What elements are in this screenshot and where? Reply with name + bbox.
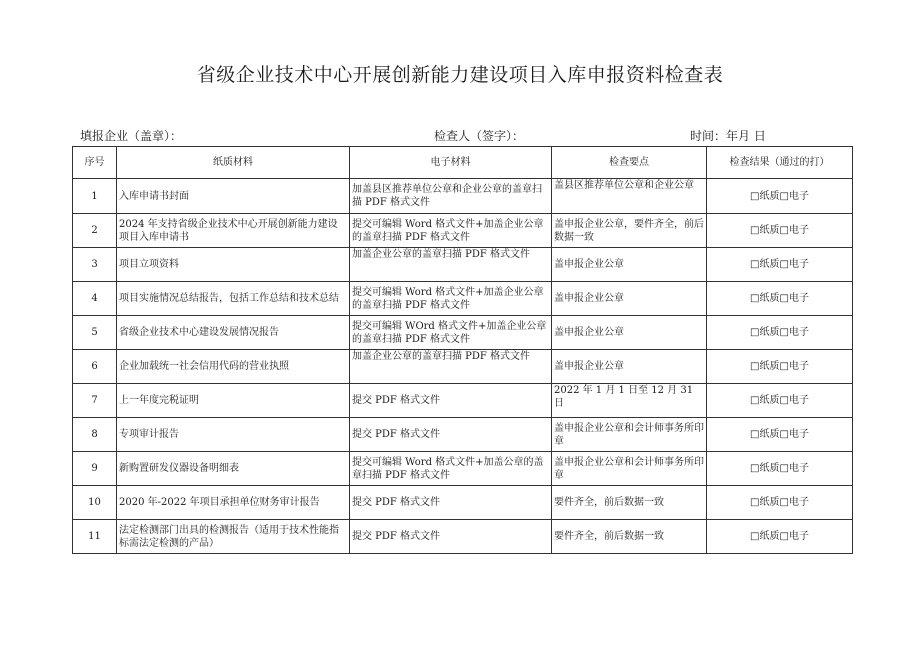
row-paper: 项目立项资料 (117, 248, 350, 282)
row-paper: 入库申请书封面 (117, 179, 350, 214)
row-result: □纸质□电子 (707, 248, 853, 282)
document-title: 省级企业技术中心开展创新能力建设项目入库申报资料检查表 (196, 64, 724, 86)
row-paper: 省级企业技术中心建设发展情况报告 (117, 316, 350, 350)
row-paper: 企业加载统一社会信用代码的营业执照 (117, 350, 350, 384)
row-electronic: 提交 PDF 格式文件 (350, 384, 552, 418)
row-result: □纸质□电子 (707, 179, 853, 214)
row-no: 1 (73, 179, 117, 214)
header-check: 检查要点 (552, 147, 707, 179)
row-result: □纸质□电子 (707, 214, 853, 248)
row-electronic: 提交可编辑 Word 格式文件+加盖企业公章的盖章扫描 PDF 格式文件 (350, 214, 552, 248)
table-row (73, 316, 853, 350)
row-check: 盖申报企业公章 (552, 248, 707, 282)
table-row (73, 350, 853, 384)
row-electronic: 加盖县区推荐单位公章和企业公章的盖章扫描 PDF 格式文件 (350, 179, 552, 214)
row-check: 盖申报企业公章，要件齐全，前后数据一致 (552, 214, 707, 248)
table-row (73, 452, 853, 486)
row-paper: 专项审计报告 (117, 418, 350, 452)
row-result: □纸质□电子 (707, 316, 853, 350)
row-check: 盖县区推荐单位公章和企业公章 (552, 179, 707, 214)
enterprise-label: 填报企业（盖章）： (80, 129, 183, 143)
table-row (73, 214, 853, 248)
row-electronic: 提交可编辑 WOrd 格式文件+加盖企业公章的盖章扫描 PDF 格式文件 (350, 316, 552, 350)
row-check: 盖申报企业公章 (552, 350, 707, 384)
row-no: 9 (73, 452, 117, 486)
row-check: 盖申报企业公章 (552, 282, 707, 316)
row-result: □纸质□电子 (707, 486, 853, 520)
row-no: 7 (73, 384, 117, 418)
row-electronic: 加盖企业公章的盖章扫描 PDF 格式文件 (350, 248, 552, 282)
row-electronic: 提交可编辑 Word 格式文件+加盖公章的盖章扫描 PDF 格式文件 (350, 452, 552, 486)
table-row (73, 418, 853, 452)
row-electronic: 加盖企业公章的盖章扫描 PDF 格式文件 (350, 350, 552, 384)
header-electronic: 电子材料 (350, 147, 552, 179)
row-paper: 2024 年支持省级企业技术中心开展创新能力建设项目入库申请书 (117, 214, 350, 248)
checklist-table (72, 146, 853, 554)
header-no: 序号 (73, 147, 117, 179)
table-header-row (73, 147, 853, 179)
table-row (73, 282, 853, 316)
table-row (73, 179, 853, 214)
row-electronic: 提交 PDF 格式文件 (350, 418, 552, 452)
row-paper: 2020 年-2022 年项目承担单位财务审计报告 (117, 486, 350, 520)
table-row (73, 486, 853, 520)
row-result: □纸质□电子 (707, 452, 853, 486)
time-field (690, 127, 766, 144)
row-paper: 项目实施情况总结报告，包括工作总结和技术总结 (117, 282, 350, 316)
row-no: 8 (73, 418, 117, 452)
row-result: □纸质□电子 (707, 350, 853, 384)
row-check: 要件齐全，前后数据一致 (552, 520, 707, 554)
row-check: 盖申报企业公章 (552, 316, 707, 350)
row-no: 4 (73, 282, 117, 316)
row-check: 盖申报企业公章和会计师事务所印章 (552, 418, 707, 452)
row-check: 2022 年 1 月 1 日至 12 月 31 日 (552, 384, 707, 418)
row-no: 10 (73, 486, 117, 520)
row-result: □纸质□电子 (707, 282, 853, 316)
table-row (73, 520, 853, 554)
row-no: 6 (73, 350, 117, 384)
row-no: 5 (73, 316, 117, 350)
enterprise-field (80, 127, 182, 144)
table-row (73, 248, 853, 282)
row-electronic: 提交可编辑 Word 格式文件+加盖企业公章的盖章扫描 PDF 格式文件 (350, 282, 552, 316)
inspector-label: 检查人（签字）： (434, 129, 525, 143)
time-label: 时间：年月 日 (690, 129, 766, 143)
row-paper: 新购置研发仪器设备明细表 (117, 452, 350, 486)
row-check: 盖申报企业公章和会计师事务所印章 (552, 452, 707, 486)
row-result: □纸质□电子 (707, 384, 853, 418)
row-no: 11 (73, 520, 117, 554)
table-row (73, 384, 853, 418)
row-result: □纸质□电子 (707, 520, 853, 554)
row-result: □纸质□电子 (707, 418, 853, 452)
row-check: 要件齐全，前后数据一致 (552, 486, 707, 520)
row-paper: 法定检测部门出具的检测报告（适用于技术性能指标需法定检测的产品） (117, 520, 350, 554)
header-result: 检查结果（通过的打） (707, 147, 853, 179)
row-paper: 上一年度完税证明 (117, 384, 350, 418)
header-paper: 纸质材料 (117, 147, 350, 179)
row-electronic: 提交 PDF 格式文件 (350, 486, 552, 520)
row-no: 2 (73, 214, 117, 248)
row-no: 3 (73, 248, 117, 282)
inspector-field (434, 127, 524, 144)
row-electronic: 提交 PDF 格式文件 (350, 520, 552, 554)
